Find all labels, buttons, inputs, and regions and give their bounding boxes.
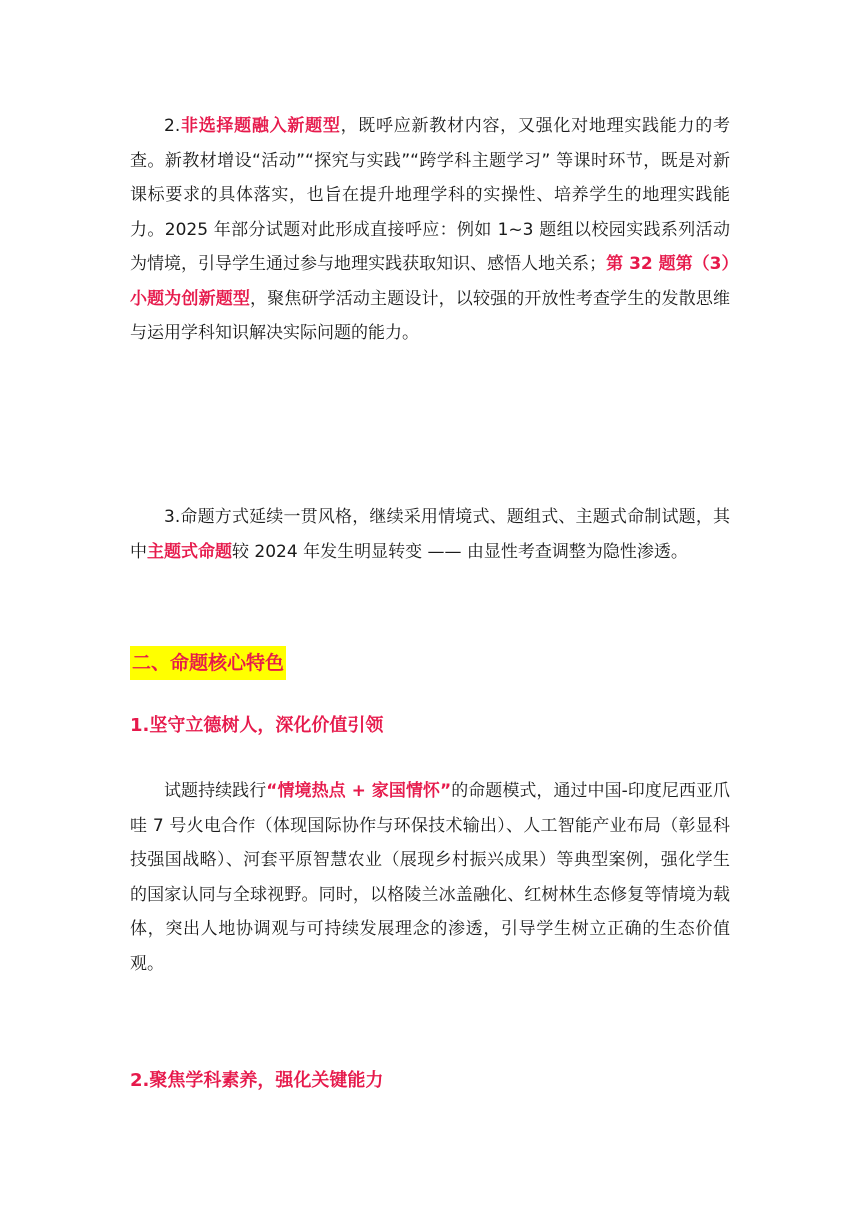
p1-text-end: ，聚焦研学活动主题设计，以较强的开放性考查学生的发散思维与运用学科知识解决实际问题的能力。: [130, 288, 731, 343]
p1-highlight-q32: 第 32 题第（3）小题为创新题型: [130, 254, 731, 309]
paragraph-question-format: [130, 500, 730, 569]
subheading-subject-literacy: 2.聚焦学科素养，强化关键能力: [130, 1070, 384, 1091]
p2-text-start: 3.命题方式延续一贯风格，继续采用情境式、题组式、主题式命制试题，其中: [130, 507, 730, 562]
paragraph-new-question-types: [130, 109, 730, 351]
p1-text-body: ，既呼应新教材内容，又强化对地理实践能力的考查。新教材增设“活动”“探究与实践”“跨学科主题学习” 等课时环节，既是对新课标要求的具体落实，也旨在提升地理学科的实操性、培养学生的地理实践能力。2025 年部分试题对此形成直接呼应：例如 1~3 题组以校园实践系列活动为情境，引导学生通过参与地理实践获取知识、感悟人地关系；: [130, 116, 730, 274]
section-heading-core-features: 二、命题核心特色: [130, 646, 286, 680]
p2-highlight-theme: 主题式命题: [147, 541, 232, 562]
sub1-highlight-mode: “情境热点 + 家国情怀”: [266, 781, 452, 801]
p1-highlight-new-types: 非选择题融入新题型: [180, 116, 341, 136]
p1-prefix: 2.: [164, 116, 181, 136]
sub1-text-body: 的命题模式，通过中国-印度尼西亚爪哇 7 号火电合作（体现国际协作与环保技术输出）、人工智能产业布局（彰显科技强国战略）、河套平原智慧农业（展现乡村振兴成果）等典型案例，强化学生的国家认同与全球视野。同时，以格陵兰冰盖融化、红树林生态修复等情境为载体，突出人地协调观与可持续发展理念的渗透，引导学生树立正确的生态价值观。: [130, 781, 731, 974]
sub1-text-start: 试题持续践行: [164, 781, 267, 801]
p2-text-end: 较 2024 年发生明显转变 —— 由显性考查调整为隐性渗透。: [232, 541, 688, 562]
subheading-moral-education: 1.坚守立德树人，深化价值引领: [130, 715, 384, 736]
paragraph-value-guidance: [130, 774, 730, 981]
